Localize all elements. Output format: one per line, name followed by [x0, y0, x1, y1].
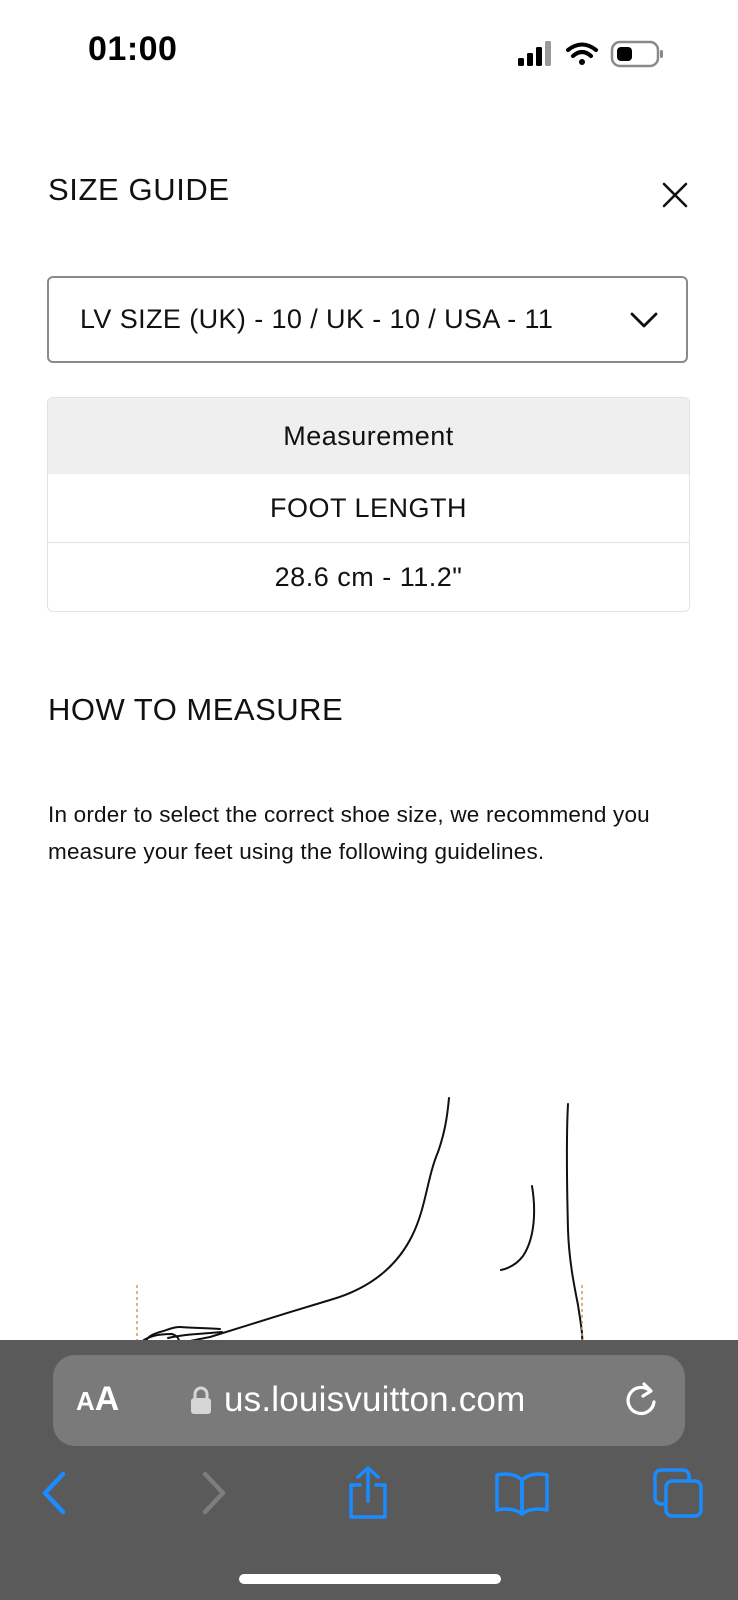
table-row: 28.6 cm - 11.2"	[274, 561, 463, 592]
section-title: HOW TO MEASURE	[48, 692, 344, 727]
close-button[interactable]	[652, 172, 698, 218]
share-button[interactable]	[340, 1465, 396, 1521]
size-dropdown-value: LV SIZE (UK) - 10 / UK - 10 / USA - 11	[80, 304, 554, 334]
url-field[interactable]	[190, 1378, 525, 1422]
back-button[interactable]	[26, 1465, 82, 1521]
reload-button[interactable]	[620, 1380, 662, 1422]
status-icons	[518, 38, 678, 72]
measurement-table	[47, 397, 690, 612]
forward-button[interactable]	[186, 1465, 242, 1521]
url-text: us.louisvuitton.com	[224, 1380, 526, 1419]
tabs-button[interactable]	[650, 1465, 706, 1521]
status-time: 01:00	[88, 30, 178, 68]
book-icon	[494, 1470, 550, 1516]
foot-illustration	[0, 1080, 738, 1340]
reload-icon	[620, 1380, 662, 1422]
home-indicator	[239, 1574, 501, 1584]
size-dropdown[interactable]	[47, 276, 688, 363]
table-header: Measurement	[48, 398, 689, 474]
wifi-icon	[568, 45, 596, 66]
reader-settings-button[interactable]	[76, 1380, 119, 1420]
chevron-down-icon	[630, 311, 658, 329]
lock-icon	[190, 1385, 212, 1415]
aa-small-label: A	[76, 1386, 95, 1416]
chevron-left-icon	[38, 1470, 70, 1516]
chevron-right-icon	[198, 1470, 230, 1516]
page-title: SIZE GUIDE	[48, 172, 230, 207]
battery-icon	[612, 42, 663, 66]
table-row: FOOT LENGTH	[48, 474, 689, 543]
bookmarks-button[interactable]	[494, 1465, 550, 1521]
close-icon	[661, 181, 689, 209]
aa-big-label: A	[94, 1380, 120, 1418]
signal-icon	[518, 41, 551, 66]
share-icon	[345, 1465, 391, 1521]
tabs-icon	[652, 1467, 704, 1519]
instructions-text: In order to select the correct shoe size, we recommend you measure your feet using the following guidelines.	[48, 802, 650, 864]
